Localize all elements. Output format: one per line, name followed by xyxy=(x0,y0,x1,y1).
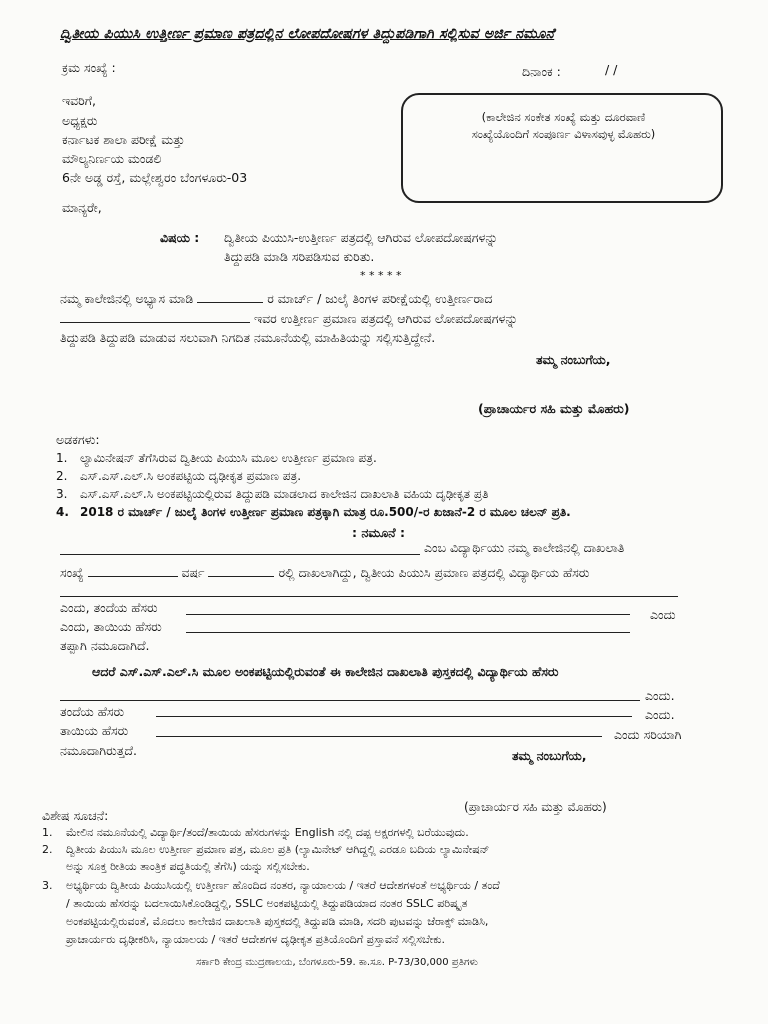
closing-2: ತಮ್ಮ ನಂಬುಗೆಯ, xyxy=(512,748,587,763)
salutation: ಮಾನ್ಯರೇ, xyxy=(62,200,102,215)
body-text-1b: ರ ಮಾರ್ಚ್ / ಜುಲೈ ತಿಂಗಳ ಪರೀಕ್ಷೆಯಲ್ಲಿ ಉತ್ತೀರ್ಣರಾದ xyxy=(267,291,493,306)
sslc-mother-label: ತಾಯಿಯ ಹೆಸರು xyxy=(60,723,129,738)
body-text-1d: ತಿದ್ದುಪಡಿ ತಿದ್ದುಪಡಿ ಮಾಡುವ ಸಲುವಾಗಿ ನಿಗದಿತ ನಮೂನೆಯಲ್ಲಿ ಮಾಹಿತಿಯನ್ನು ಸಲ್ಲಿಸುತ್ತಿದ್ದೇನೆ. xyxy=(60,330,436,345)
mother-name-blank xyxy=(186,632,630,633)
sslc-mother-blank xyxy=(156,736,602,737)
stamp-box-line-1: (ಕಾಲೇಜಿನ ಸಂಕೇತ ಸಂಖ್ಯೆ ಮತ್ತು ದೂರವಾಣಿ xyxy=(481,110,646,124)
address-line-5: 6ನೇ ಅಡ್ಡ ರಸ್ತೆ, ಮಲ್ಲೇಶ್ವರಂ ಬೆಂಗಳೂರು-03 xyxy=(62,170,248,185)
note-2b: ಅನ್ನು ಸೂಕ್ತ ರೀತಿಯ ತಾಂತ್ರಿಕ ಪದ್ಧತಿಯಲ್ಲಿ ತೆಗೆಸಿ) ಯನ್ನು ಸಲ್ಲಿಸಬೇಕು. xyxy=(66,860,310,873)
form-line-2: ರಲ್ಲಿ ದಾಖಲಾಗಿದ್ದು, ದ್ವಿತೀಯ ಪಿಯುಸಿ ಪ್ರಮಾಣ ಪತ್ರದಲ್ಲಿ ವಿದ್ಯಾರ್ಥಿಯ ಹೆಸರು xyxy=(278,565,590,580)
subject-label: ವಿಷಯ : xyxy=(160,230,200,245)
serial-number-label: ಕ್ರಮ ಸಂಖ್ಯೆ : xyxy=(62,60,116,75)
note-2a: 2. ದ್ವಿತೀಯ ಪಿಯುಸಿ ಮೂಲ ಉತ್ತೀರ್ಣ ಪ್ರಮಾಣ ಪತ್ರ, ಮೂಲ ಪ್ರತಿ (ಲ್ಯಾಮಿನೇಟ್ ಆಗಿದ್ದಲ್ಲಿ ಎರಡೂ ಬದಿಯ ಲ್ಯಾಮಿನೇಷನ್ xyxy=(42,843,490,856)
address-line-3: ಕರ್ನಾಟಕ ಶಾಲಾ ಪರೀಕ್ಷೆ ಮತ್ತು xyxy=(62,132,185,147)
address-line-2: ಅಧ್ಯಕ್ಷರು xyxy=(62,113,98,128)
form-year-label: ವರ್ಷ xyxy=(181,565,205,580)
sslc-name-blank xyxy=(60,700,640,701)
separator-stars: * * * * * xyxy=(360,269,402,282)
stamp-box-line-2: ಸಂಖ್ಯೆಯೊಂದಿಗೆ ಸಂಪೂರ್ಣ ವಿಳಾಸವುಳ್ಳ ಮೊಹರು) xyxy=(471,127,656,141)
form-line-5: ತಪ್ಪಾಗಿ ನಮೂದಾಗಿದೆ. xyxy=(60,638,150,653)
sslc-father-label: ತಂದೆಯ ಹೆಸರು xyxy=(60,704,125,719)
note-1: 1. ಮೇಲಿನ ನಮೂನೆಯಲ್ಲಿ ವಿದ್ಯಾರ್ಥಿ/ತಂದೆ/ತಾಯಿಯ ಹೆಸರುಗಳನ್ನು English ನಲ್ಲಿ ದಪ್ಪ ಅಕ್ಷರಗಳಲ್ಲಿ ಬರೆಯುವುದು. xyxy=(42,826,469,839)
principal-signature-2: (ಪ್ರಾಚಾರ್ಯರ ಸಹಿ ಮತ್ತು ಮೊಹರು) xyxy=(464,800,607,814)
address-line-1: ಇವರಿಗೆ, xyxy=(62,93,96,108)
form-title: ದ್ವಿತೀಯ ಪಿಯುಸಿ ಉತ್ತೀರ್ಣ ಪ್ರಮಾಣ ಪತ್ರದಲ್ಲಿನ ಲೋಪದೋಷಗಳ ತಿದ್ದುಪಡಿಗಾಗಿ ಸಲ್ಲಿಸುವ ಅರ್ಜಿ ನಮೂನೆ xyxy=(60,26,555,42)
footer-printer-note: ಸರ್ಕಾರಿ ಕೇಂದ್ರ ಮುದ್ರಣಾಲಯ, ಬೆಂಗಳೂರು-59. ಕಾ.ಸೂ. P-73/30,000 ಪ್ರತಿಗಳು xyxy=(196,957,478,968)
enclosure-item-3: 3. ಎಸ್.ಎಸ್.ಎಲ್.ಸಿ ಅಂಕಪಟ್ಟಿಯಲ್ಲಿರುವ ತಿದ್ದುಪಡಿ ಮಾಡಲಾದ ಕಾಲೇಜಿನ ದಾಖಲಾತಿ ವಹಿಯ ದೃಢೀಕೃತ ಪ್ರತಿ xyxy=(56,487,489,501)
enclosure-item-2: 2. ಎಸ್.ಎಸ್.ಎಲ್.ಸಿ ಅಂಕಪಟ್ಟಿಯ ದೃಢೀಕೃತ ಪ್ರಮಾಣ ಪತ್ರ. xyxy=(56,469,302,483)
form-heading: : ನಮೂನೆ : xyxy=(352,525,405,540)
sslc-mother-end: ಎಂದು ಸರಿಯಾಗಿ xyxy=(614,727,682,742)
note-3a: 3. ಅಭ್ಯರ್ಥಿಯ ದ್ವಿತೀಯ ಪಿಯುಸಿಯಲ್ಲಿ ಉತ್ತೀರ್ಣ ಹೊಂದಿದ ನಂತರ, ನ್ಯಾಯಾಲಯ / ಇತರೆ ಆದೇಶಗಳಂತೆ ಅಭ್ಯರ್ಥಿಯ / ತಂದೆ xyxy=(42,879,500,892)
year-blank xyxy=(197,290,263,303)
form-line-6: ಆದರೆ ಎಸ್.ಎಸ್.ಎಲ್.ಸಿ ಮೂಲ ಅಂಕಪಟ್ಟಿಯಲ್ಲಿರುವಂತೆ ಈ ಕಾಲೇಜಿನ ದಾಖಲಾತಿ ಪುಸ್ತಕದಲ್ಲಿ ವಿದ್ಯಾರ್ಥಿಯ ಹೆಸರು xyxy=(92,664,559,679)
form-line-10: ನಮೂದಾಗಿರುತ್ತದೆ. xyxy=(60,743,137,758)
father-name-blank xyxy=(186,614,630,615)
pu-name-line xyxy=(60,596,678,597)
sslc-father-end: ಎಂದು. xyxy=(645,707,675,722)
father-name-end: ಎಂದು xyxy=(650,607,676,622)
subject-line-2: ತಿದ್ದುಪಡಿ ಮಾಡಿ ಸರಿಪಡಿಸುವ ಕುರಿತು. xyxy=(224,249,375,264)
note-3b: / ತಾಯಿಯ ಹೆಸರನ್ನು ಬದಲಾಯಿಸಿಕೊಂಡಿದ್ದಲ್ಲಿ, SSLC ಅಂಕಪಟ್ಟಿಯಲ್ಲಿ ತಿದ್ದುಪಡಿಯಾದ ನಂತರ SSLC ಪರಿಷ್ಕೃತ xyxy=(66,897,468,910)
college-stamp-box xyxy=(401,93,723,203)
date-label: ದಿನಾಂಕ : xyxy=(522,64,561,79)
body-text-1a: ನಮ್ಮ ಕಾಲೇಜಿನಲ್ಲಿ ಅಭ್ಯಾಸ ಮಾಡಿ xyxy=(60,291,194,306)
sslc-name-end: ಎಂದು. xyxy=(645,688,675,703)
address-line-4: ಮೌಲ್ಯನಿರ್ಣಯ ಮಂಡಲಿ xyxy=(62,151,162,166)
student-name-blank xyxy=(60,310,250,323)
enclosure-item-1: 1. ಲ್ಯಾಮಿನೇಷನ್ ತೆಗೆಸಿರುವ ದ್ವಿತೀಯ ಪಿಯುಸಿ ಮೂಲ ಉತ್ತೀರ್ಣ ಪ್ರಮಾಣ ಪತ್ರ. xyxy=(56,451,377,465)
sslc-father-blank xyxy=(156,716,632,717)
father-name-label: ಎಂದು, ತಂದೆಯ ಹೆಸರು xyxy=(60,600,158,615)
notes-heading: ವಿಶೇಷ ಸೂಚನೆ: xyxy=(42,808,109,823)
form-name-blank xyxy=(60,554,420,555)
form-number-label: ಸಂಖ್ಯೆ xyxy=(60,565,84,580)
note-3c: ಅಂಕಪಟ್ಟಿಯಲ್ಲಿರುವಂತೆ, ಮೊದಲು ಕಾಲೇಜಿನ ದಾಖಲಾತಿ ಪುಸ್ತಕದಲ್ಲಿ ತಿದ್ದುಪಡಿ ಮಾಡಿ, ಸದರಿ ಪುಟವನ್ನು ಜೆರಾಕ್ಸ್ ಮಾಡಿಸಿ, xyxy=(66,915,489,928)
note-3d: ಪ್ರಾಚಾರ್ಯರು ದೃಢೀಕರಿಸಿ, ನ್ಯಾಯಾಲಯ / ಇತರೆ ಆದೇಶಗಳ ದೃಢೀಕೃತ ಪ್ರತಿಯೊಂದಿಗೆ ಪ್ರಸ್ತಾವನೆ ಸಲ್ಲಿಸಬೇಕು. xyxy=(66,933,446,946)
enclosures-heading: ಅಡಕಗಳು: xyxy=(56,432,100,447)
body-text-1c: ಇವರ ಉತ್ತೀರ್ಣ ಪ್ರಮಾಣ ಪತ್ರದಲ್ಲಿ ಆಗಿರುವ ಲೋಪದೋಷಗಳನ್ನು xyxy=(253,311,518,326)
principal-signature-1: (ಪ್ರಾಚಾರ್ಯರ ಸಹಿ ಮತ್ತು ಮೊಹರು) xyxy=(478,401,630,416)
form-line-1: ಎಂಬ ವಿದ್ಯಾರ್ಥಿಯು ನಮ್ಮ ಕಾಲೇಜಿನಲ್ಲಿ ದಾಖಲಾತಿ xyxy=(424,540,625,555)
closing-1: ತಮ್ಮ ನಂಬುಗೆಯ, xyxy=(536,352,611,367)
subject-line-1: ದ್ವಿತೀಯ ಪಿಯುಸಿ-ಉತ್ತೀರ್ಣ ಪತ್ರದಲ್ಲಿ ಆಗಿರುವ ಲೋಪದೋಷಗಳನ್ನು xyxy=(224,230,498,245)
enclosure-item-4: 4. 2018 ರ ಮಾರ್ಚ್ / ಜುಲೈ ತಿಂಗಳ ಉತ್ತೀರ್ಣ ಪ್ರಮಾಣ ಪತ್ರಕ್ಕಾಗಿ ಮಾತ್ರ ರೂ.500/-ರ ಖಜಾನೆ-2 ರ ಮೂಲ ಚಲನ್ ಪ್ರತಿ. xyxy=(56,505,571,519)
admission-number-blank xyxy=(88,564,178,577)
mother-name-label: ಎಂದು, ತಾಯಿಯ ಹೆಸರು xyxy=(60,619,162,634)
admission-year-blank xyxy=(208,564,274,577)
date-slashes: / / xyxy=(605,62,618,77)
